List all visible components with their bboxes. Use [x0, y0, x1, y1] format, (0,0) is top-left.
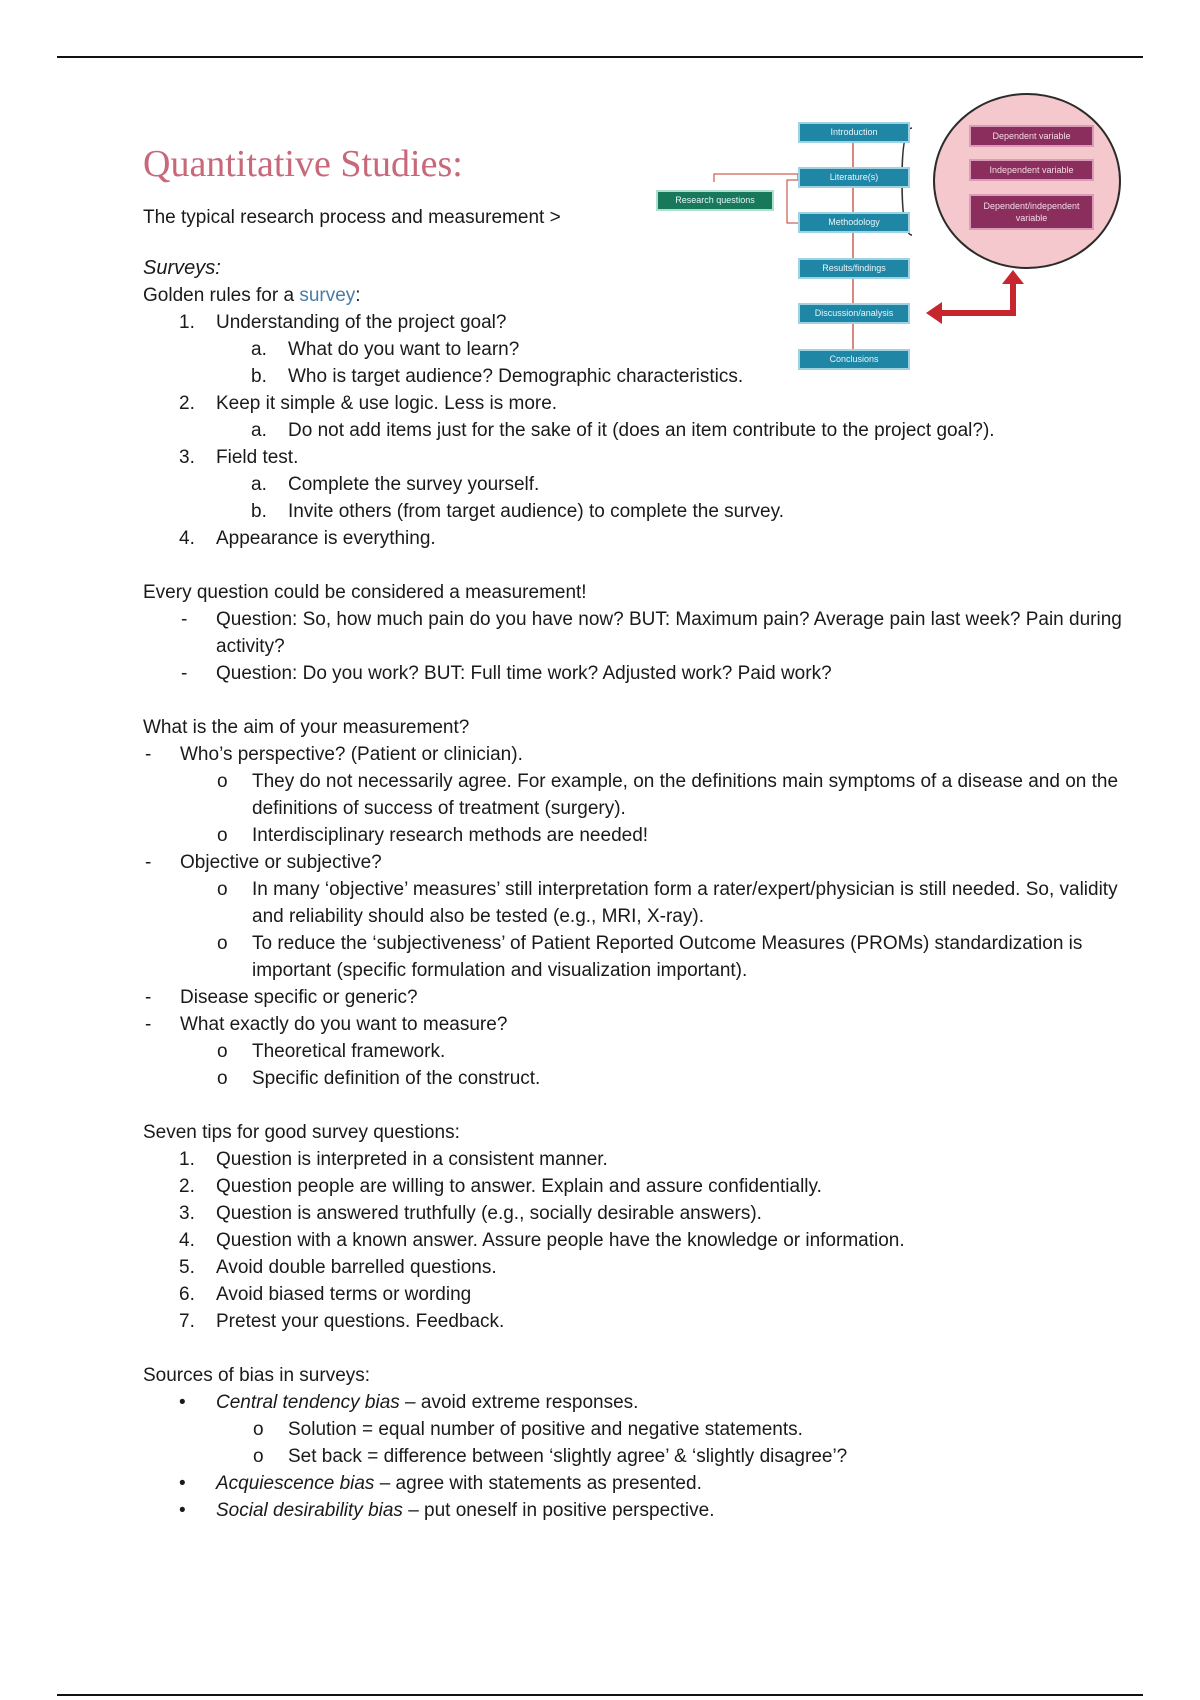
list-item: 2. Question people are willing to answer. Explain and assure confidentially. — [179, 1176, 822, 1197]
list-item: - Who’s perspective? (Patient or clinician). — [145, 744, 523, 765]
golden-rules-prefix: Golden rules for a — [143, 285, 300, 306]
list-item: o They do not necessarily agree. For example, on the definitions main symptoms of a disease and on the definitions of success of treatment (surgery). — [217, 771, 1119, 819]
golden-rules-list — [143, 309, 1143, 552]
step-results: Results/findings — [798, 258, 910, 279]
list-item: • Social desirability bias – put oneself in positive perspective. — [179, 1500, 715, 1521]
bottom-rule — [57, 1694, 1143, 1696]
list-item: - Disease specific or generic? — [145, 987, 418, 1008]
measurement-list — [143, 606, 1143, 687]
list-item: 4. Appearance is everything. — [179, 528, 436, 549]
list-item: 4. Question with a known answer. Assure people have the knowledge or information. — [179, 1230, 905, 1251]
list-item: 7. Pretest your questions. Feedback. — [179, 1311, 505, 1332]
golden-rules-line — [143, 282, 1143, 309]
surveys-heading: Surveys: — [143, 257, 221, 279]
step-introduction: Introduction — [798, 122, 910, 143]
list-item: o Solution = equal number of positive and negative statements. — [253, 1419, 803, 1440]
aim-list — [143, 741, 1143, 1092]
dependent-variable-box: Dependent variable — [969, 125, 1094, 147]
survey-link[interactable]: survey — [299, 285, 356, 306]
list-item: o In many ‘objective’ measures’ still interpretation form a rater/expert/physician is still needed. So, validity and reliability should also be tested (e.g., MRI, X-ray). — [217, 879, 1118, 927]
list-item: o Set back = difference between ‘slightly agree’ & ‘slightly disagree’? — [253, 1446, 848, 1467]
list-item: 6. Avoid biased terms or wording — [179, 1284, 472, 1305]
tips-list — [143, 1146, 1143, 1335]
list-item: b. Invite others (from target audience) to complete the survey. — [251, 501, 784, 522]
list-item: • Acquiescence bias – agree with statements as presented. — [179, 1473, 702, 1494]
list-item: • Central tendency bias – avoid extreme responses. — [179, 1392, 639, 1413]
document-body — [143, 140, 1143, 1524]
list-item: 5. Avoid double barrelled questions. — [179, 1257, 497, 1278]
list-item: o Specific definition of the construct. — [217, 1068, 541, 1089]
list-item: 1. Question is interpreted in a consistent manner. — [179, 1149, 608, 1170]
step-conclusions: Conclusions — [798, 349, 910, 370]
list-item: - Question: So, how much pain do you have now? BUT: Maximum pain? Average pain last week? Pain during activity? — [181, 609, 1122, 657]
bias-heading: Sources of bias in surveys: — [143, 1365, 371, 1386]
list-item: 1. Understanding of the project goal? — [179, 312, 507, 333]
step-methodology: Methodology — [798, 212, 910, 233]
aim-heading: What is the aim of your measurement? — [143, 717, 470, 738]
step-discussion: Discussion/analysis — [798, 303, 910, 324]
list-item: b. Who is target audience? Demographic characteristics. — [251, 366, 744, 387]
independent-variable-box: Independent variable — [969, 159, 1094, 181]
dependent-independent-variable-box: Dependent/independent variable — [969, 194, 1094, 230]
list-item: 2. Keep it simple & use logic. Less is more. — [179, 393, 558, 414]
list-item: 3. Field test. — [179, 447, 299, 468]
intro-line: The typical research process and measurement > — [143, 207, 561, 228]
list-item: o Theoretical framework. — [217, 1041, 446, 1062]
top-rule — [57, 56, 1143, 58]
list-item: - Objective or subjective? — [145, 852, 382, 873]
step-literature: Literature(s) — [798, 167, 910, 188]
list-item: o Interdisciplinary research methods are needed! — [217, 825, 649, 846]
measurement-intro: Every question could be considered a measurement! — [143, 582, 587, 603]
list-item: a. Complete the survey yourself. — [251, 474, 540, 495]
page-title: Quantitative Studies: — [143, 143, 463, 185]
list-item: a. Do not add items just for the sake of it (does an item contribute to the project goal?). — [251, 420, 995, 441]
research-questions-box: Research questions — [656, 190, 774, 211]
list-item: o To reduce the ‘subjectiveness’ of Patient Reported Outcome Measures (PROMs) standardization is important (specific formulation and visualization important). — [217, 933, 1083, 981]
list-item: a. What do you want to learn? — [251, 339, 520, 360]
golden-rules-suffix: : — [355, 285, 361, 306]
list-item: - Question: Do you work? BUT: Full time work? Adjusted work? Paid work? — [181, 663, 832, 684]
bias-list — [143, 1389, 1143, 1524]
list-item: 3. Question is answered truthfully (e.g., socially desirable answers). — [179, 1203, 762, 1224]
tips-heading: Seven tips for good survey questions: — [143, 1122, 460, 1143]
list-item: - What exactly do you want to measure? — [145, 1014, 508, 1035]
